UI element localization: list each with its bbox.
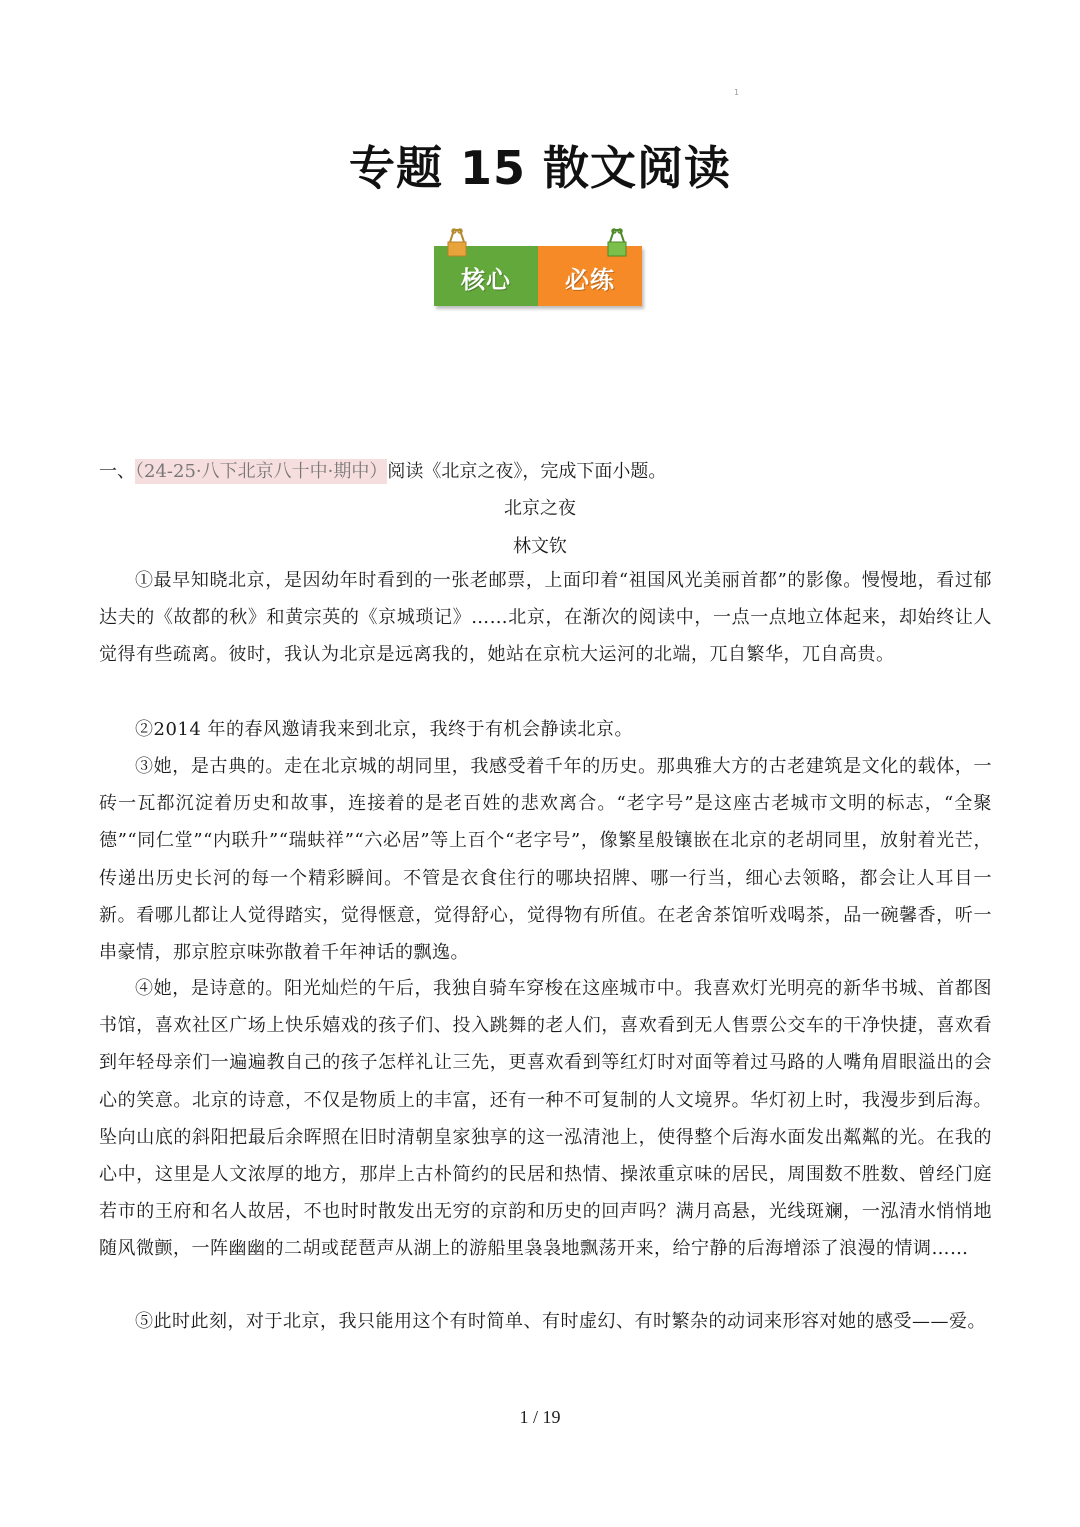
article-paragraph-5: ⑤此时此刻，对于北京，我只能用这个有时简单、有时虚幻、有时繁杂的动词来形容对她的感受——爱。: [135, 1311, 986, 1332]
binder-clip-icon: [446, 228, 468, 258]
article-paragraph-1: ①最早知晓北京，是因幼年时看到的一张老邮票，上面印着“祖国风光美丽首都”的影像。慢慢地，看过郁达夫的《故都的秋》和黄宗英的《京城琐记》……北京，在渐次的阅读中，一点一点地立体起来，却始终让人觉得有些疏离。彼时，我认为北京是远离我的，她站在京杭大运河的北端，兀自繁华，兀自高贵。: [99, 570, 992, 666]
badge-left-label: 核心: [461, 266, 511, 294]
question-number: 一、: [99, 461, 135, 482]
section-badge: [434, 246, 642, 306]
question-instruction: 阅读《北京之夜》，完成下面小题。: [387, 461, 667, 482]
header-mark: 1: [734, 88, 740, 97]
badge-right-label: 必练: [565, 266, 615, 294]
article-title: 北京之夜: [504, 498, 576, 519]
question-source-tag: （24-25·八下北京八十中·期中）: [135, 461, 388, 482]
article-paragraph-3: ③她，是古典的。走在北京城的胡同里，我感受着千年的历史。那典雅大方的古老建筑是文化的载体，一砖一瓦都沉淀着历史和故事，连接着的是老百姓的悲欢离合。“老字号”是这座古老城市文明的标志，“全聚德”“同仁堂”“内联升”“瑞蚨祥”“六必居”等上百个“老字号”，像繁星般镶嵌在北京的老胡同里，放射着光芒，传递出历史长河的每一个精彩瞬间。不管是衣食住行的哪块招牌、哪一行当，细心去领略，都会让人耳目一新。看哪儿都让人觉得踏实，觉得惬意，觉得舒心，觉得物有所值。在老舍茶馆听戏喝茶，品一碗馨香，听一串豪情，那京腔京味弥散着千年神话的飘逸。: [99, 756, 992, 964]
page-number: 1 / 19: [519, 1407, 561, 1427]
page-title: 专题 15 散文阅读: [348, 141, 732, 195]
binder-clip-icon: [606, 228, 628, 258]
article-author: 林文钦: [513, 536, 567, 557]
question-prompt: [99, 457, 666, 483]
article-paragraph-2: ②2014 年的春风邀请我来到北京，我终于有机会静读北京。: [135, 719, 634, 740]
article-paragraph-4: ④她，是诗意的。阳光灿烂的午后，我独自骑车穿梭在这座城市中。我喜欢灯光明亮的新华书城、首都图书馆，喜欢社区广场上快乐嬉戏的孩子们、投入跳舞的老人们，喜欢看到无人售票公交车的干净快捷，喜欢看到年轻母亲们一遍遍教自己的孩子怎样礼让三先，更喜欢看到等红灯时对面等着过马路的人嘴角眉眼溢出的会心的笑意。北京的诗意，不仅是物质上的丰富，还有一种不可复制的人文境界。华灯初上时，我漫步到后海。坠向山底的斜阳把最后余晖照在旧时清朝皇家独享的这一泓清池上，使得整个后海水面发出粼粼的光。在我的心中，这里是人文浓厚的地方，那岸上古朴简约的民居和热情、操浓重京味的居民，周围数不胜数、曾经门庭若市的王府和名人故居，不也时时散发出无穷的京韵和历史的回声吗？满月高悬，光线斑斓，一泓清水悄悄地随风微颤，一阵幽幽的二胡或琵琶声从湖上的游船里袅袅地飘荡开来，给宁静的后海增添了浪漫的情调……: [99, 978, 992, 1260]
